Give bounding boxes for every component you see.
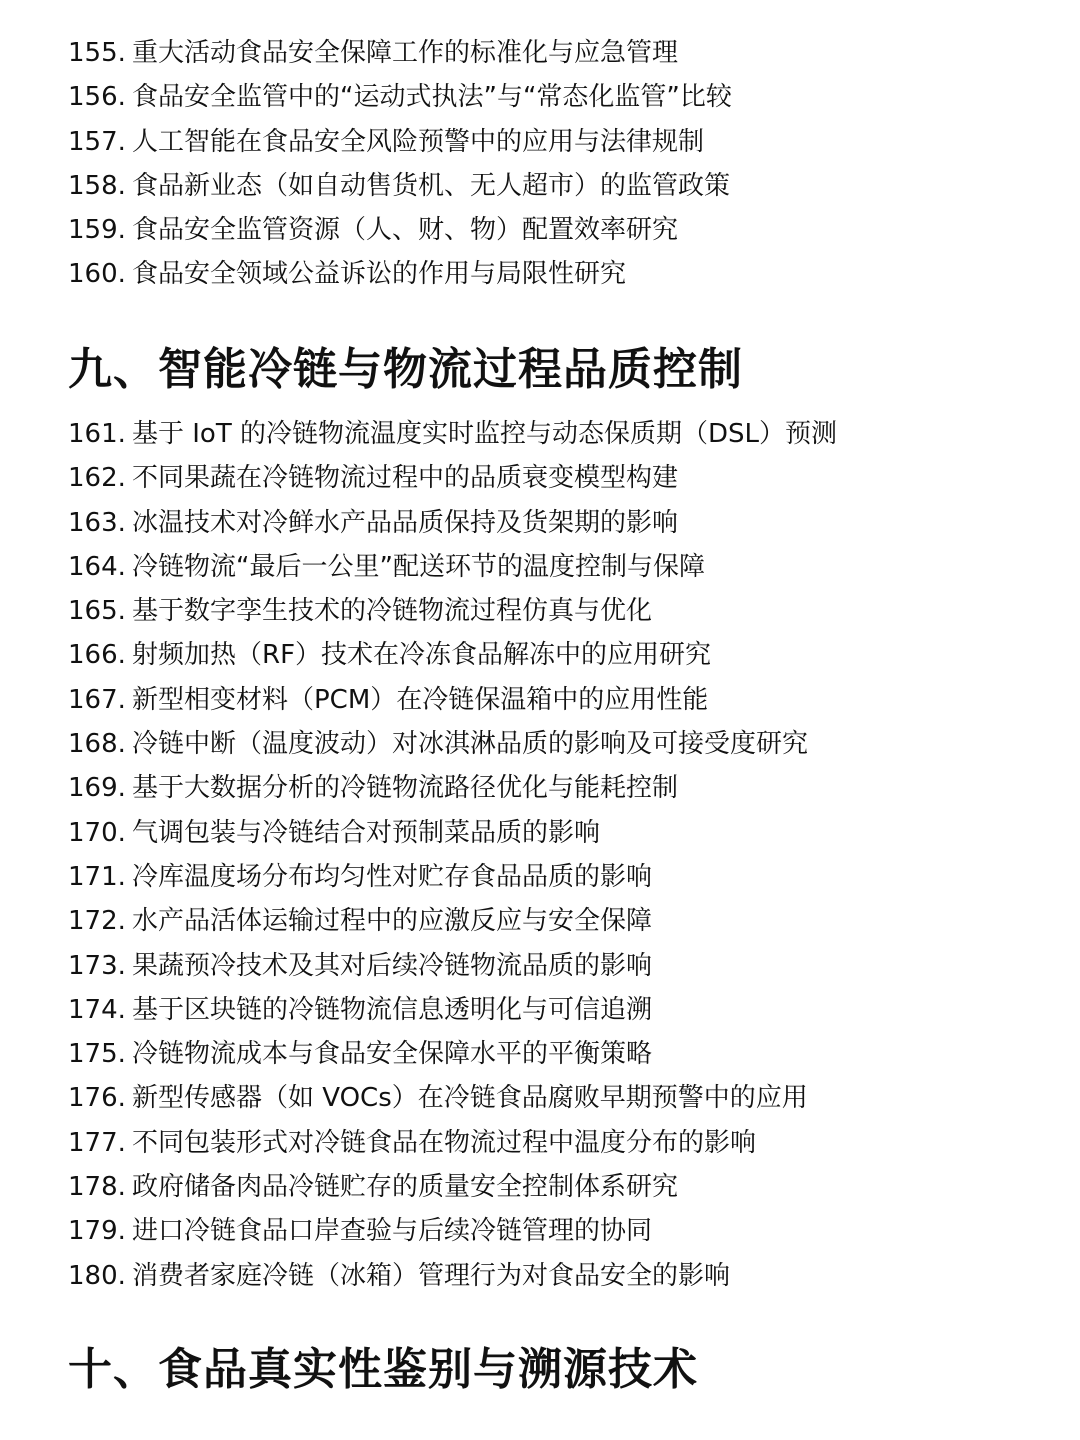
item-number: 164. [68,551,126,582]
list-item [68,1209,1048,1253]
item-text: 水产品活体运输过程中的应激反应与安全保障 [132,906,653,937]
item-text: 食品安全监管中的“运动式执法”与“常态化监管”比较 [132,82,732,113]
item-number: 159. [68,215,126,246]
item-number: 169. [68,773,126,804]
item-number: 180. [68,1260,126,1291]
topic-list-section-9 [68,412,1048,1298]
item-number: 172. [68,906,126,937]
topic-list-continued [68,31,1048,297]
list-item [68,1076,1048,1120]
item-text: 重大活动食品安全保障工作的标准化与应急管理 [132,38,679,68]
item-text: 消费者家庭冷链（冰箱）管理行为对食品安全的影响 [132,1260,731,1291]
item-text: 冷库温度场分布均匀性对贮存食品品质的影响 [132,861,653,892]
item-text: 果蔬预冷技术及其对后续冷链物流品质的影响 [132,950,653,981]
list-item [68,899,1048,943]
item-number: 156. [68,82,126,113]
item-number: 170. [68,817,126,848]
item-number: 168. [68,729,126,760]
item-text: 不同果蔬在冷链物流过程中的品质衰变模型构建 [132,463,679,494]
item-number: 158. [68,170,126,201]
list-item [68,1121,1048,1165]
item-number: 166. [68,640,126,671]
list-item [68,988,1048,1032]
item-number: 155. [68,38,126,68]
list-item [68,811,1048,855]
list-item [68,855,1048,899]
list-item [68,1254,1048,1298]
list-item [68,766,1048,810]
item-number: 173. [68,950,126,981]
item-text: 人工智能在食品安全风险预警中的应用与法律规制 [132,126,705,157]
item-text: 食品新业态（如自动售货机、无人超市）的监管政策 [132,170,731,201]
item-number: 179. [68,1216,126,1247]
item-text: 冷链中断（温度波动）对冰淇淋品质的影响及可接受度研究 [132,729,809,760]
item-number: 163. [68,507,126,538]
list-item [68,252,1048,296]
item-text: 基于数字孪生技术的冷链物流过程仿真与优化 [132,596,653,627]
item-text: 政府储备肉品冷链贮存的质量安全控制体系研究 [132,1172,679,1203]
item-number: 176. [68,1083,126,1114]
item-text: 食品安全监管资源（人、财、物）配置效率研究 [132,215,679,246]
section-heading-10: 十、食品真实性鉴别与溯源技术 [68,1344,698,1395]
item-text: 冷链物流“最后一公里”配送环节的温度控制与保障 [132,551,705,582]
item-number: 160. [68,259,126,290]
item-number: 161. [68,419,126,449]
item-number: 178. [68,1172,126,1203]
item-text: 不同包装形式对冷链食品在物流过程中温度分布的影响 [132,1127,757,1158]
list-item [68,75,1048,119]
list-item [68,944,1048,988]
list-item [68,208,1048,252]
list-item [68,412,1048,456]
item-number: 165. [68,596,126,627]
item-text: 冷链物流成本与食品安全保障水平的平衡策略 [132,1039,653,1070]
item-text: 射频加热（RF）技术在冷冻食品解冻中的应用研究 [132,640,712,671]
item-number: 167. [68,684,126,715]
item-text: 冰温技术对冷鲜水产品品质保持及货架期的影响 [132,507,679,538]
list-item [68,164,1048,208]
list-item [68,31,1048,75]
list-item [68,678,1048,722]
item-text: 新型传感器（如 VOCs）在冷链食品腐败早期预警中的应用 [132,1083,808,1114]
list-item [68,633,1048,677]
item-number: 157. [68,126,126,157]
item-text: 基于 IoT 的冷链物流温度实时监控与动态保质期（DSL）预测 [132,419,837,449]
list-item [68,1032,1048,1076]
item-text: 基于区块链的冷链物流信息透明化与可信追溯 [132,994,653,1025]
list-item [68,120,1048,164]
list-item [68,589,1048,633]
item-text: 基于大数据分析的冷链物流路径优化与能耗控制 [132,773,679,804]
list-item [68,545,1048,589]
item-text: 进口冷链食品口岸查验与后续冷链管理的协同 [132,1216,653,1247]
item-text: 食品安全领域公益诉讼的作用与局限性研究 [132,259,627,290]
item-number: 162. [68,463,126,494]
list-item [68,501,1048,545]
list-item [68,456,1048,500]
list-item [68,722,1048,766]
item-text: 气调包装与冷链结合对预制菜品质的影响 [132,817,601,848]
item-number: 175. [68,1039,126,1070]
item-number: 174. [68,994,126,1025]
item-number: 177. [68,1127,126,1158]
section-heading-9: 九、智能冷链与物流过程品质控制 [68,344,743,395]
item-number: 171. [68,861,126,892]
item-text: 新型相变材料（PCM）在冷链保温箱中的应用性能 [132,684,709,715]
list-item [68,1165,1048,1209]
